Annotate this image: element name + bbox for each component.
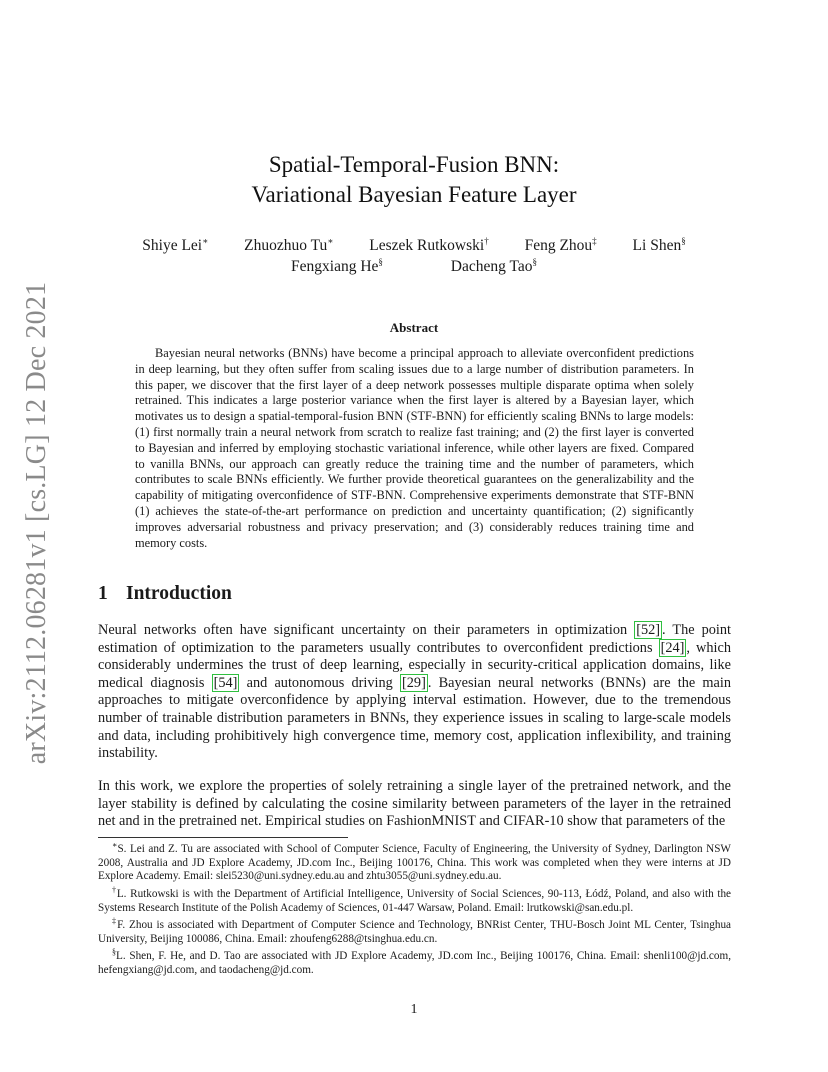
footnote (98, 885, 731, 915)
footnote-mark: † (112, 885, 117, 895)
footnote (98, 947, 731, 977)
author: Li Shen§ (632, 235, 686, 254)
footnote-mark: ‡ (112, 916, 118, 926)
footnote-text: F. Zhou is associated with Department of Computer Science and Technology, BNRist Center, THU-Bosch Joint ML Center, Tsinghua University, Beijing 100086, China. Email: zhoufeng6288@tsinghua.edu.cn. (98, 919, 731, 945)
citation-link[interactable]: [24] (660, 639, 685, 656)
citation-link[interactable]: [52] (636, 622, 661, 638)
author: Zhuozhuo Tu∗ (244, 235, 334, 254)
paper-title-line-2: Variational Bayesian Feature Layer (251, 182, 577, 207)
footnote-text: L. Shen, F. He, and D. Tao are associated with JD Explore Academy, JD.com Inc., Beijing 100176, China. Email: shenli100@jd.com, hefengxiang@jd.com, and taodacheng@jd.com. (98, 950, 731, 976)
footnote-text: L. Rutkowski is with the Department of Artificial Intelligence, University of Social Sciences, 90-113, Łódź, Poland, and also with the Systems Research Institute of the Polish Academy of Sciences, 01-447 Warsaw, Poland. Email: lrutkowski@san.edu.pl. (98, 888, 731, 914)
author: Dacheng Tao§ (450, 256, 537, 275)
author-list-row-1 (0, 237, 828, 255)
section-number: 1 (98, 583, 108, 604)
abstract-text: Bayesian neural networks (BNNs) have become a principal approach to alleviate overconfident predictions in deep learning, but they often suffer from scaling issues due to a large number of distribution parameters. In this paper, we discover that the first layer of a deep network possesses multiple disparate optima when solely retrained. This indicates a large posterior variance when the first layer is altered by a Bayesian layer, which motivates us to design a spatial-temporal-fusion BNN (STF-BNN) for efficiently scaling BNNs to large models: (1) first normally train a neural network from scratch to realize fast training; and (2) the first layer is converted to Bayesian and inferred by employing stochastic variational inference, while other layers are fixed. Compared to vanilla BNNs, our approach can greatly reduce the training time and the number of parameters, which contributes to scale BNNs efficiently. We further provide theoretical guarantees on the generalizability and the capability of mitigating overconfidence of STF-BNN. Comprehensive experiments demonstrate that STF-BNN (1) achieves the state-of-the-art performance on prediction and uncertainty quantification; (2) significantly improves adversarial robustness and privacy preservation; and (3) considerably reduces training time and memory costs. (135, 346, 694, 550)
abstract-heading: Abstract (389, 320, 439, 335)
paper-title (0, 150, 828, 210)
footnote-text: S. Lei and Z. Tu are associated with School of Computer Science, Faculty of Engineering, the University of Sydney, Darlington NSW 2008, Australia and JD Explore Academy, JD.com Inc., Beijing 100176, China. This work was completed when they were interns at JD Explore Academy. Email: slei5230@uni.sydney.edu.au and zhtu3055@uni.sydney.edu.au. (98, 843, 731, 883)
footnote-mark: ∗ (112, 840, 118, 850)
section-heading (98, 583, 232, 605)
author-list-row-2 (0, 258, 828, 276)
intro-paragraph-1: Neural networks often have significant uncertainty on their parameters in optimization [52] . The point estimation of optimization to the parameters usually contributes to overconfident predictions [24] , which considerably undermines the trust of deep learning, especially in security-critical application domains, like medical diagnosis [54] and autonomous driving [29] . Bayesian neural networks (BNNs) are the main approaches to mitigate overconfidence by applying interval estimation. However, due to the tremendous number of trainable distribution parameters in BNNs, they experience issues in scaling to large-scale models and data, including prohibitively high convergence time, memory cost, application inflexibility, and training instability. (98, 622, 731, 762)
footnote-divider (98, 837, 348, 838)
footnote (98, 840, 731, 884)
citation-link[interactable]: [54] (213, 674, 238, 691)
citation-link[interactable]: [29] (402, 674, 426, 691)
author: Feng Zhou‡ (524, 235, 597, 254)
arxiv-identifier-text: arXiv:2112.06281v1 [cs.LG] 12 Dec 2021 (21, 281, 52, 764)
section-title: Introduction (126, 583, 232, 604)
intro-paragraph-2: In this work, we explore the properties of solely retraining a single layer of the pretrained network, and the layer stability is defined by calculating the cosine similarity between parameters of the layer in the retrained net and in the pretrained net. Empirical studies on FashionMNIST and CIFAR-10 show that parameters of the (98, 778, 731, 830)
author: Fengxiang He§ (291, 256, 383, 275)
author: Leszek Rutkowski† (369, 235, 489, 254)
page-number: 1 (410, 1002, 418, 1017)
author: Shiye Lei∗ (142, 235, 209, 254)
arxiv-identifier (21, 281, 52, 764)
footnote (98, 916, 731, 946)
footnote-mark: § (112, 947, 116, 957)
paper-title-line-1: Spatial-Temporal-Fusion BNN: (268, 152, 560, 177)
